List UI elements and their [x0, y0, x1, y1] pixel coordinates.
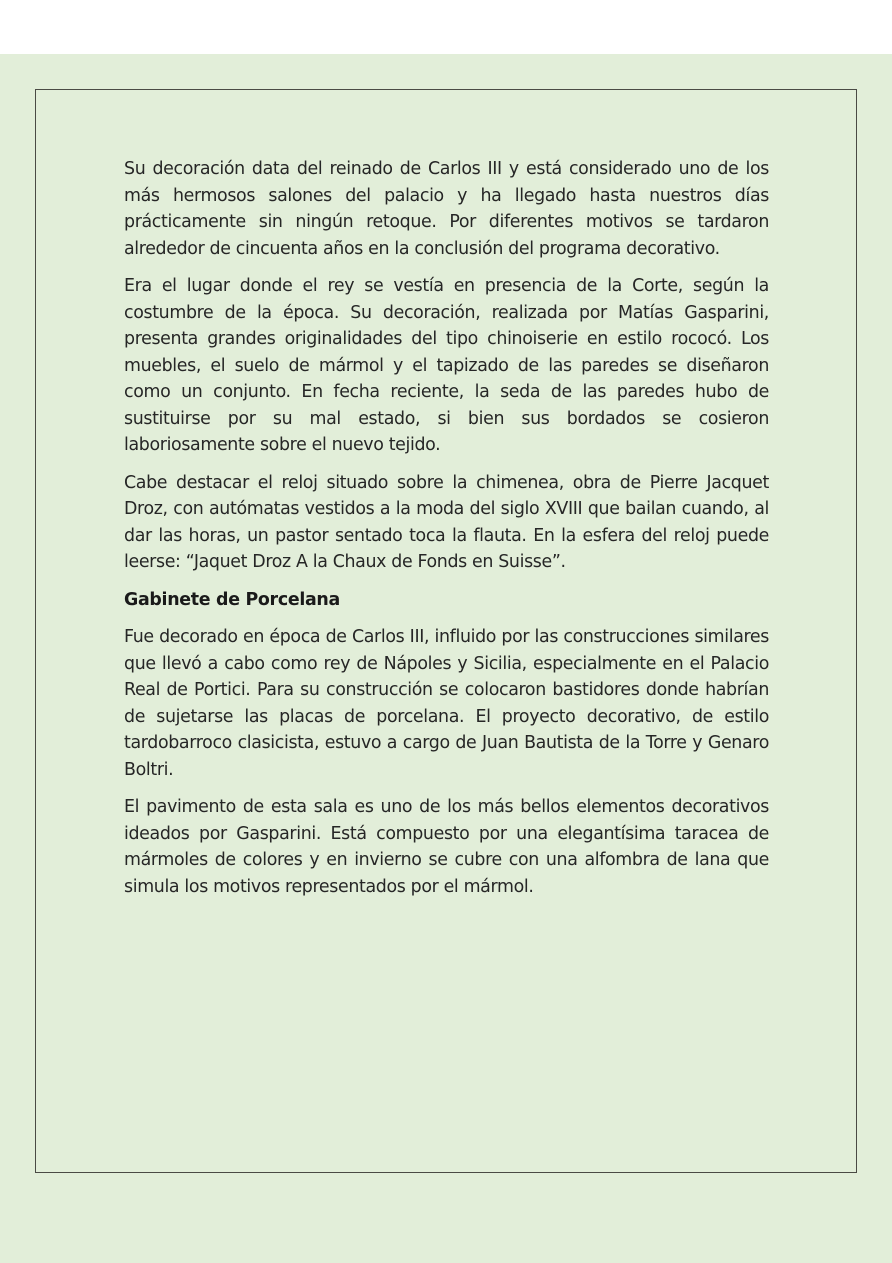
section-heading: Gabinete de Porcelana	[124, 589, 340, 610]
paragraph-gabinete: Fue decorado en época de Carlos III, influido por las construcciones similares que llevó a cabo como rey de Nápoles y Sicilia, especialmente en el Palacio Real de Portici. Para su construcción se colocaron bastidores donde habrían de sujetarse las placas de porcelana. El proyecto decorativo, de estilo tardobarroco clasicista, estuvo a cargo de Juan Bautista de la Torre y Genaro Boltri.	[124, 627, 769, 780]
paragraph-vestidor: Era el lugar donde el rey se vestía en presencia de la Corte, según la costumbre de la época. Su decoración, realizada por Matías Gasparini, presenta grandes originalidades del tipo chinoiserie en estilo rococó. Los muebles, el suelo de mármol y el tapizado de las paredes se diseñaron como un conjunto. En fecha reciente, la seda de las paredes hubo de sustituirse por su mal estado, si bien sus bordados se cosieron laboriosamente sobre el nuevo tejido.	[124, 276, 769, 455]
paragraph-reloj: Cabe destacar el reloj situado sobre la chimenea, obra de Pierre Jacquet Droz, con autómatas vestidos a la moda del siglo XVIII que bailan cuando, al dar las horas, un pastor sentado toca la flauta. En la esfera del reloj puede leerse: “Jaquet Droz A la Chaux de Fonds en Suisse”.	[124, 472, 769, 572]
paragraph-pavimento: El pavimento de esta sala es uno de los más bellos elementos decorativos ideados por Gasparini. Está compuesto por una elegantísima taracea de mármoles de colores y en invierno se cubre con una alfombra de lana que simula los motivos representados por el mármol.	[124, 797, 769, 897]
paragraph-decoracion: Su decoración data del reinado de Carlos III y está considerado uno de los más hermosos salones del palacio y ha llegado hasta nuestros días prácticamente sin ningún retoque. Por diferentes motivos se tardaron alrededor de cincuenta años en la conclusión del programa decorativo.	[124, 159, 769, 259]
document-body	[124, 156, 769, 911]
